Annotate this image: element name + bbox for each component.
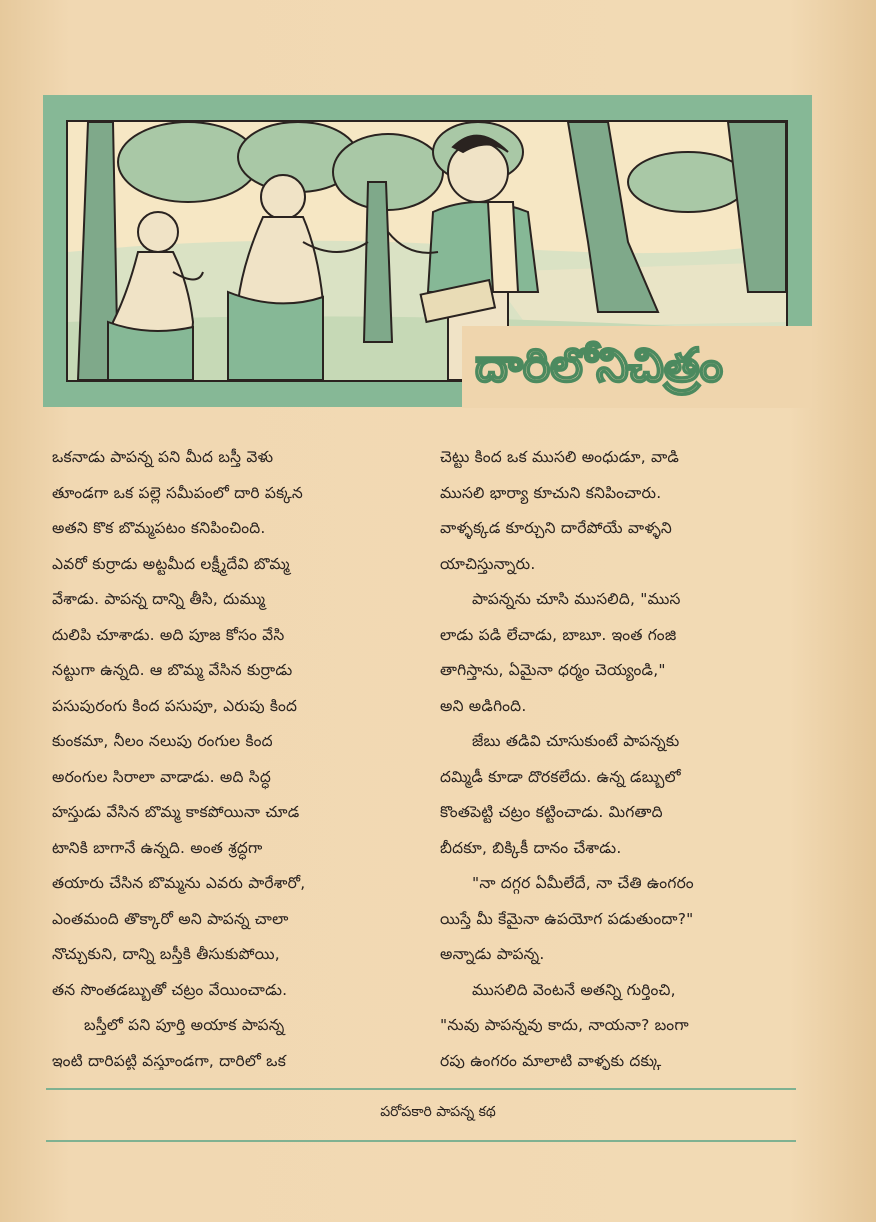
text-line: నొచ్చుకుని, దాన్ని బస్తీకి తీసుకుపోయి,: [52, 945, 280, 963]
text-line: దులిపి చూశాడు. అది పూజ కోసం వేసి: [52, 625, 285, 644]
text-line: హస్తుడు వేసిన బొమ్మ కాకపోయినా చూడ: [52, 803, 300, 821]
text-line: "నా దగ్గర ఏమీలేదే, నా చేతి ఉంగరం: [472, 874, 694, 892]
left-text-column: [52, 440, 437, 1070]
text-line: కుంకమా, నీలం నలుపు రంగుల కింద: [52, 732, 273, 750]
text-line: రపు ఉంగరం మాలాటి వాళ్ళకు దక్కు: [440, 1051, 662, 1070]
text-line: బీదకూ, బిక్కికీ దానం చేశాడు.: [440, 838, 622, 857]
text-line: వేశాడు. పాపన్న దాన్ని తీసి, దుమ్ము: [52, 590, 266, 608]
text-line: నట్టుగా ఉన్నది. ఆ బొమ్మ వేసిన కుర్రాడు: [52, 661, 293, 679]
text-line: లాడు పడి లేచాడు, బాబూ. ఇంత గంజి: [440, 625, 677, 644]
text-line: యిస్తే మీ కేమైనా ఉపయోగ పడుతుందా?": [440, 909, 694, 928]
text-line: ఇంటి దారిపట్టి వస్తూండగా, దారిలో ఒక: [52, 1051, 286, 1070]
text-line: ముసలి భార్యా కూచుని కనిపించారు.: [440, 483, 662, 502]
text-line: దమ్మిడీ కూడా దొరకలేదు. ఉన్న డబ్బులో: [440, 767, 681, 786]
text-line: జేబు తడివి చూసుకుంటే పాపన్నకు: [472, 732, 680, 750]
footer-series-title: పరోపకారి పాపన్న కథ: [380, 1104, 496, 1120]
right-text-column: [440, 440, 825, 1070]
text-line: అతని కొక బొమ్మపటం కనిపించింది.: [52, 519, 266, 537]
text-line: టానికి బాగానే ఉన్నది. అంత శ్రద్ధగా: [52, 838, 263, 857]
text-line: "నువు పాపన్నవు కాదు, నాయనా? బంగా: [440, 1016, 689, 1034]
text-line: తయారు చేసిన బొమ్మను ఎవరు పారేశారో,: [52, 874, 306, 892]
text-line: ముసలిది వెంటనే అతన్ని గుర్తించి,: [472, 980, 676, 999]
text-line: తాగిస్తాను, ఏమైనా ధర్మం చెయ్యండి,": [440, 661, 666, 679]
text-line: పాపన్నను చూసి ముసలిది, "ముస: [472, 590, 681, 608]
footer-rule-top: [46, 1088, 796, 1090]
text-line: తూండగా ఒక పల్లె సమీపంలో దారి పక్కన: [52, 483, 304, 502]
footer-rule-bottom: [46, 1140, 796, 1142]
text-line: పసుపురంగు కింద పసుపూ, ఎరుపు కింద: [52, 696, 298, 715]
text-line: వాళ్ళక్కడ కూర్చుని దారేపోయే వాళ్ళని: [440, 519, 673, 537]
text-line: ఎంతమంది తొక్కారో అని పాపన్న చాలా: [52, 909, 289, 928]
text-line: అని అడిగింది.: [440, 696, 527, 715]
text-line: యాచిస్తున్నారు.: [440, 554, 536, 573]
text-line: ఎవరో కుర్రాడు అట్టమీద లక్ష్మీదేవి బొమ్మ: [52, 554, 290, 573]
text-line: చెట్టు కింద ఒక ముసలి అంధుడూ, వాడి: [440, 448, 680, 466]
text-line: తన సొంతడబ్బుతో చట్రం వేయించాడు.: [52, 980, 288, 999]
text-line: అన్నాడు పాపన్న.: [440, 945, 545, 963]
story-title: దారిలోనిచిత్రం: [475, 338, 723, 392]
text-line: బస్తీలో పని పూర్తి అయాక పాపన్న: [84, 1016, 285, 1034]
text-line: కొంతపెట్టి చట్రం కట్టించాడు. మిగతాది: [440, 803, 663, 821]
text-line: ఒకనాడు పాపన్న పని మీద బస్తీ వెళు: [52, 448, 274, 466]
text-line: అరంగుల సిరాలా వాడాడు. అది సిద్ధ: [52, 767, 271, 786]
